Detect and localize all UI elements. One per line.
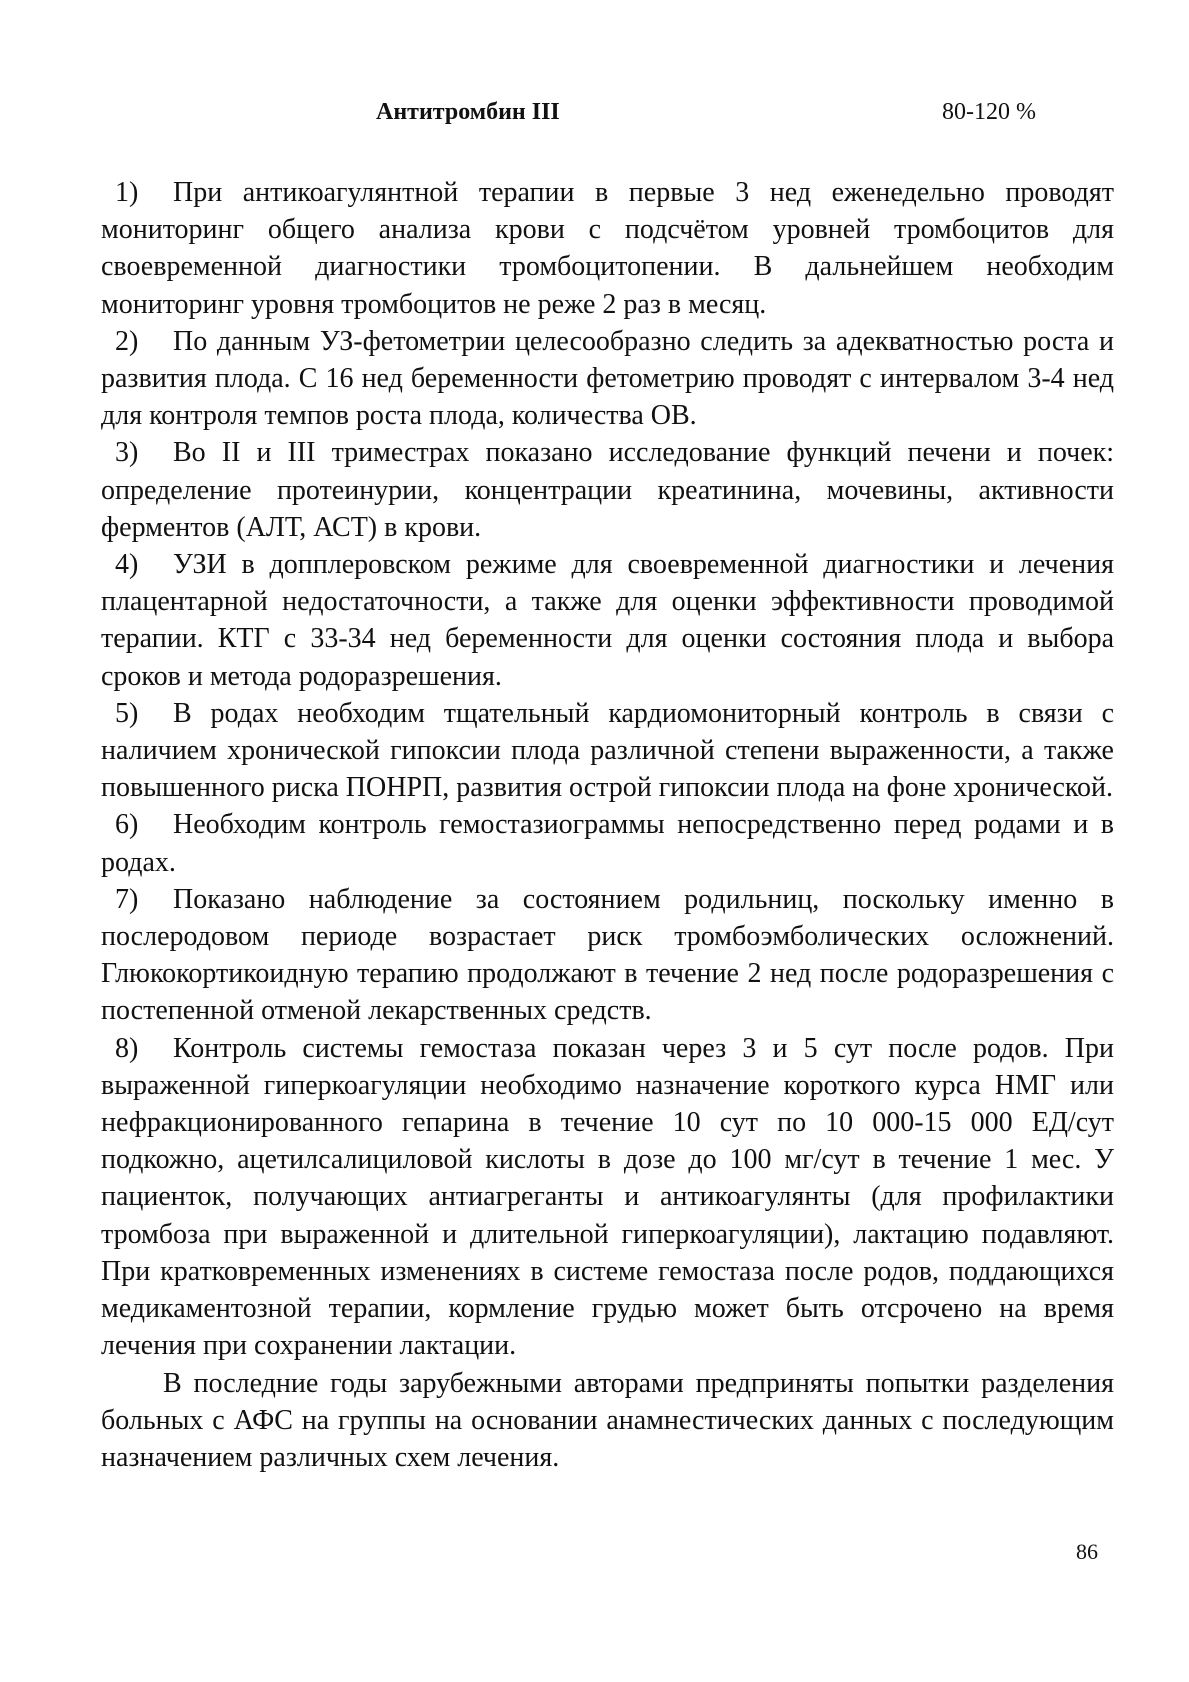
closing-paragraph: В последние годы зарубежными авторами предприняты попытки разделения больных с АФС на группы на основании анамнестических данных с последующим назначением различных схем лечения. bbox=[101, 1367, 1114, 1473]
page-number: 86 bbox=[1076, 1539, 1098, 1564]
list-item-number: 4) bbox=[115, 549, 139, 581]
list-item bbox=[101, 1030, 1114, 1365]
list-item-number: 2) bbox=[115, 325, 139, 357]
list-item-text: УЗИ в допплеровском режиме для своевременной диагностики и лечения плацентарной недостаточности, а также для оценки эффективности проводимой терапии. КТГ с 33-34 нед беременности для оценки состояния плода и выбора сроков и метода родоразрешения. bbox=[101, 549, 1114, 692]
reference-row bbox=[100, 96, 1080, 136]
list-item-number: 3) bbox=[115, 437, 139, 469]
list-item bbox=[101, 695, 1114, 807]
list-item-text: Показано наблюдение за состоянием родильниц, поскольку именно в послеродовом периоде возрастает риск тромбоэмболических осложнений. Глюкокортикоидную терапию продолжают в течение 2 нед после родоразрешения с постепенной отменой лекарственных средств. bbox=[101, 883, 1114, 1027]
list-item-number: 7) bbox=[115, 883, 139, 915]
main-text bbox=[101, 174, 1114, 1476]
list-item bbox=[101, 546, 1114, 695]
list-item bbox=[101, 434, 1114, 546]
list-item bbox=[101, 323, 1114, 435]
list-item-number: 1) bbox=[115, 177, 139, 208]
list-item-text: Контроль системы гемостаза показан через 3 и 5 сут после родов. При выраженной гиперкоагуляции необходимо назначение короткого курса НМГ или нефракционированного гепарина в течение 10 сут по 10 000-15 000 ЕД/сут подкожно, ацетилсалициловой кислоты в дозе до 100 мг/сут в течение 1 мес. У пациенток, получающих антиагреганты и антикоагулянты (для профилактики тромбоза при выраженной и длительной гиперкоагуляции), лактацию подавляют. При кратковременных изменениях в системе гемостаза после родов, поддающихся медикаментозной терапии, кормление грудью может быть отсрочено на время лечения при сохранении лактации. bbox=[101, 1032, 1114, 1362]
list-item-text: Необходим контроль гемостазиограммы непосредственно перед родами и в родах. bbox=[101, 809, 1114, 878]
list-item bbox=[101, 881, 1114, 1030]
list-item-text: Во II и III триместрах показано исследование функций печени и почек: определение протеинурии, концентрации креатинина, мочевины, активности ферментов (АЛТ, АСТ) в крови. bbox=[101, 437, 1114, 543]
reference-value: 80-120 % bbox=[942, 99, 1036, 125]
list-item-number: 8) bbox=[115, 1032, 139, 1064]
list-item bbox=[101, 174, 1114, 323]
list-item-text: При антикоагулянтной терапии в первые 3 нед еженедельно проводят мониторинг общего анализа крови с подсчётом уровней тромбоцитов для своевременной диагностики тромбоцитопении. В дальнейшем необходим мониторинг уровня тромбоцитов не реже 2 раз в месяц. bbox=[101, 177, 1114, 320]
list-item-text: В родах необходим тщательный кардиомониторный контроль в связи с наличием хронической гипоксии плода различной степени выраженности, а также повышенного риска ПОНРП, развития острой гипоксии плода на фоне хронической. bbox=[101, 697, 1114, 804]
list-item-number: 5) bbox=[115, 697, 139, 729]
list-item bbox=[101, 806, 1114, 880]
list-item-number: 6) bbox=[115, 809, 139, 841]
reference-label: Антитромбин III bbox=[376, 99, 560, 125]
list-item-text: По данным УЗ-фетометрии целесообразно следить за адекватностью роста и развития плода. С 16 нед беременности фетометрию проводят с интервалом 3-4 нед для контроля темпов роста плода, количества ОВ. bbox=[101, 325, 1114, 432]
